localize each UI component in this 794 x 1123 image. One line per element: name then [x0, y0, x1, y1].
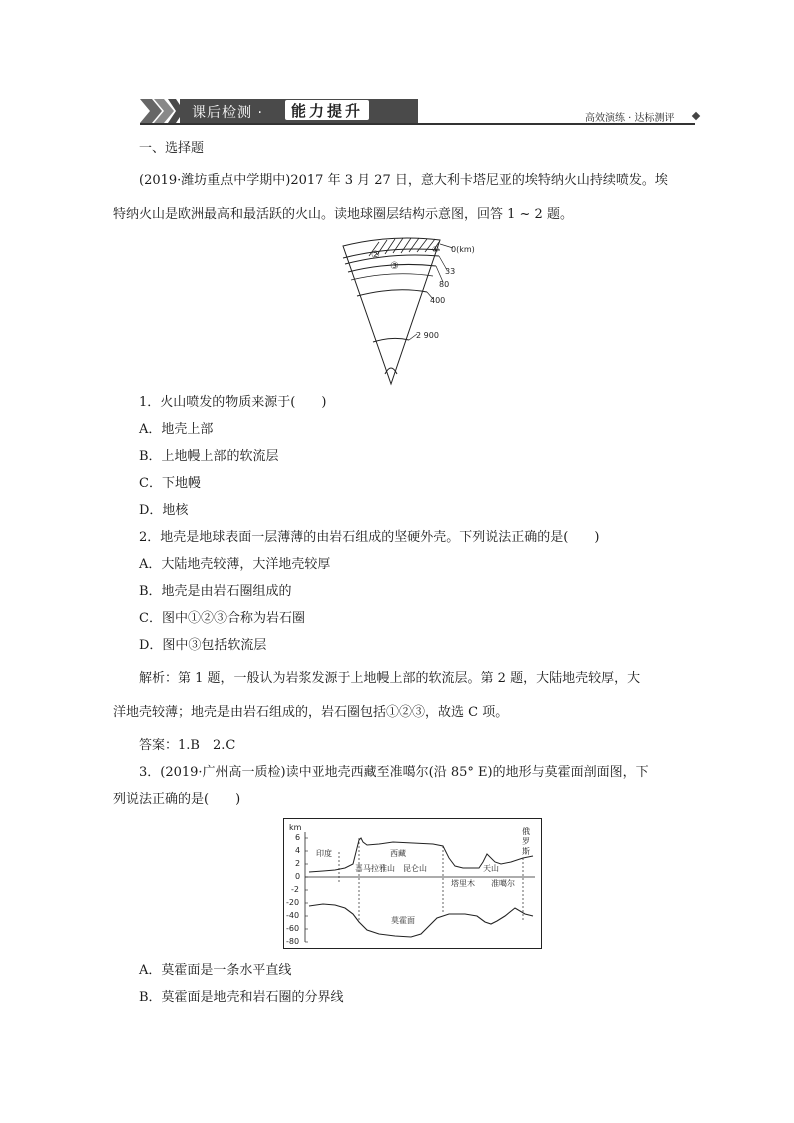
section-title: 课后检测 ·	[192, 105, 263, 121]
y-unit-label: km	[289, 823, 302, 832]
diamond-icon	[692, 112, 700, 120]
y-tick-neg2: -2	[291, 885, 299, 894]
q3-option-a: A．莫霍面是一条水平直线	[139, 963, 292, 978]
layer-label-3: ③	[390, 261, 399, 272]
depth-label-0: 0(km)	[451, 245, 475, 254]
label-tarim: 塔里木	[451, 879, 475, 888]
label-russia-2: 罗	[522, 837, 530, 846]
label-tibet: 西藏	[390, 849, 406, 858]
section-banner	[140, 99, 700, 127]
banner-right-label: 高效演练 · 达标测评	[585, 113, 675, 124]
intro-line-1: (2019·潍坊重点中学期中)2017 年 3 月 27 日，意大利卡塔尼亚的埃特纳火山持续喷发。埃	[139, 173, 668, 188]
q2-option-b: B．地壳是由岩石圈组成的	[139, 584, 292, 599]
label-russia-1: 俄	[522, 827, 530, 836]
q3-stem-line-1: 3．(2019·广州高一质检)读中亚地壳西藏至准噶尔(沿 85° E)的地形与莫霍面剖面图，下	[139, 765, 649, 780]
chevron-arrows-icon	[140, 99, 184, 123]
q3-option-b: B．莫霍面是地壳和岩石圈的分界线	[139, 990, 344, 1005]
y-tick-2: 2	[295, 859, 301, 868]
y-tick-neg60: -60	[286, 924, 300, 933]
label-russia-3: 斯	[522, 847, 530, 856]
label-kunlun: 昆仑山	[403, 864, 427, 873]
answer-line: 答案：1.B 2.C	[139, 738, 236, 753]
y-tick-4: 4	[295, 846, 301, 855]
label-india: 印度	[316, 849, 332, 858]
analysis-line-1: 解析：第 1 题，一般认为岩浆发源于上地幔上部的软流层。第 2 题，大陆地壳较厚，大	[139, 671, 641, 686]
layer-label-1: ①	[432, 245, 440, 254]
q1-option-c: C．下地幔	[139, 476, 201, 491]
q2-stem: 2．地壳是地球表面一层薄薄的由岩石组成的坚硬外壳。下列说法正确的是( )	[139, 530, 600, 545]
analysis-line-2: 洋地壳较薄；地壳是由岩石组成的，岩石圈包括①②③，故选 C 项。	[113, 705, 509, 720]
q1-option-b: B．上地幔上部的软流层	[139, 449, 279, 464]
label-himalaya: 喜马拉雅山	[355, 864, 395, 873]
q1-option-d: D．地核	[139, 503, 189, 518]
label-junggar: 准噶尔	[491, 879, 515, 888]
q3-stem-line-2: 列说法正确的是( )	[113, 792, 241, 807]
depth-label-80: 80	[439, 280, 450, 289]
y-tick-6: 6	[295, 833, 301, 842]
y-tick-neg40: -40	[286, 911, 300, 920]
label-tianshan: 天山	[483, 864, 499, 873]
label-moho: 莫霍面	[391, 916, 415, 925]
q2-option-d: D．图中③包括软流层	[139, 638, 267, 653]
y-tick-neg20: -20	[286, 898, 300, 907]
y-tick-0: 0	[295, 872, 301, 881]
depth-label-400: 400	[430, 296, 446, 305]
q1-option-a: A．地壳上部	[139, 422, 214, 437]
q2-option-a: A．大陆地壳较薄，大洋地壳较厚	[139, 557, 331, 572]
intro-line-2: 特纳火山是欧洲最高和最活跃的火山。读地球圈层结构示意图，回答 1 ~ 2 题。	[113, 207, 573, 222]
depth-label-33: 33	[445, 267, 456, 276]
depth-label-2900: 2 900	[416, 331, 439, 340]
section-heading: 一、选择题	[139, 141, 205, 156]
q2-option-c: C．图中①②③合称为岩石圈	[139, 611, 305, 626]
earth-layers-figure	[335, 234, 475, 389]
moho-profile-figure	[283, 818, 543, 950]
layer-label-2: ②	[371, 250, 380, 261]
section-title-bold: 能力提升	[285, 100, 369, 120]
y-tick-neg80: -80	[286, 937, 300, 946]
q1-stem: 1．火山喷发的物质来源于( )	[139, 395, 327, 410]
